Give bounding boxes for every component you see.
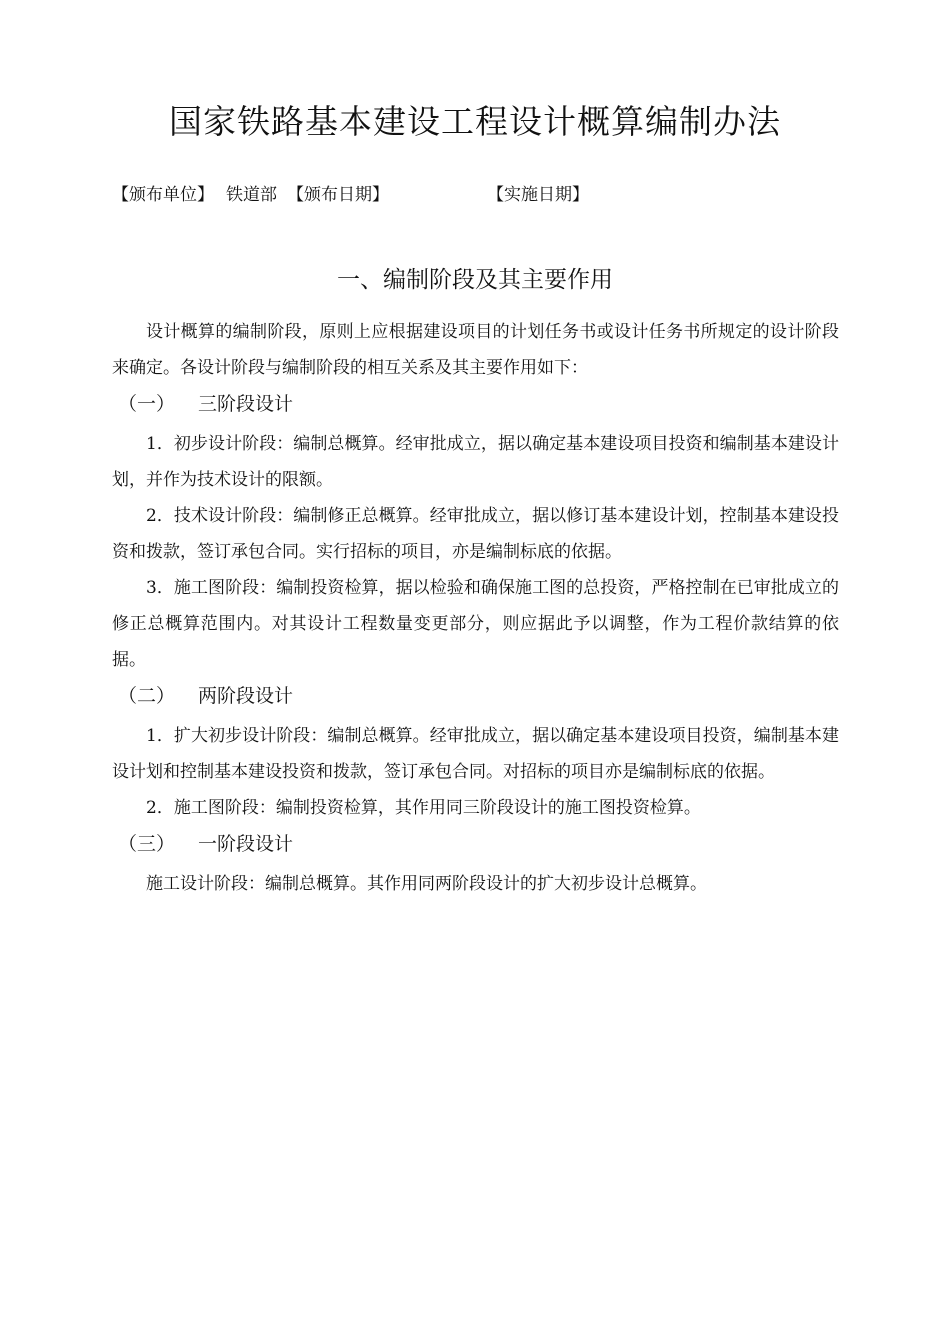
document-meta <box>112 182 589 208</box>
effective-date-label: 【实施日期】 <box>487 185 589 205</box>
subsection-title: 三阶段设计 <box>198 393 294 415</box>
intro-paragraph: 设计概算的编制阶段，原则上应根据建设项目的计划任务书或设计任务书所规定的设计阶段来确定。各设计阶段与编制阶段的相互关系及其主要作用如下： <box>112 322 839 378</box>
subsection-number: （一） <box>118 393 176 415</box>
subsection-heading-two-stage <box>112 678 839 714</box>
subsection-number: （二） <box>118 685 176 707</box>
list-item: 2．施工图阶段：编制投资检算，其作用同三阶段设计的施工图投资检算。 <box>146 798 701 818</box>
list-item: 1．扩大初步设计阶段：编制总概算。经审批成立，据以确定基本建设项目投资，编制基本建设计划和控制基本建设投资和拨款，签订承包合同。对招标的项目亦是编制标底的依据。 <box>112 726 839 782</box>
document-body <box>112 314 839 902</box>
issuer-label: 【颁布单位】 <box>112 185 214 205</box>
document-title: 国家铁路基本建设工程设计概算编制办法 <box>169 102 781 141</box>
subsection-title: 一阶段设计 <box>198 833 294 855</box>
subsection-heading-three-stage <box>112 386 839 422</box>
list-item: 2．技术设计阶段：编制修正总概算。经审批成立，据以修订基本建设计划，控制基本建设投资和拨款，签订承包合同。实行招标的项目，亦是编制标底的依据。 <box>112 506 839 562</box>
section-heading: 一、编制阶段及其主要作用 <box>337 267 613 293</box>
subsection-title: 两阶段设计 <box>198 685 294 707</box>
list-item: 1．初步设计阶段：编制总概算。经审批成立，据以确定基本建设项目投资和编制基本建设计划，并作为技术设计的限额。 <box>112 434 839 490</box>
issuer-value: 铁道部 <box>226 185 277 205</box>
list-item: 3．施工图阶段：编制投资检算，据以检验和确保施工图的总投资，严格控制在已审批成立的修正总概算范围内。对其设计工程数量变更部分，则应据此予以调整，作为工程价款结算的依据。 <box>112 578 839 670</box>
subsection-heading-one-stage <box>112 826 839 862</box>
subsection-number: （三） <box>118 833 176 855</box>
list-item: 施工设计阶段：编制总概算。其作用同两阶段设计的扩大初步设计总概算。 <box>146 874 707 894</box>
issue-date-label: 【颁布日期】 <box>287 185 389 205</box>
